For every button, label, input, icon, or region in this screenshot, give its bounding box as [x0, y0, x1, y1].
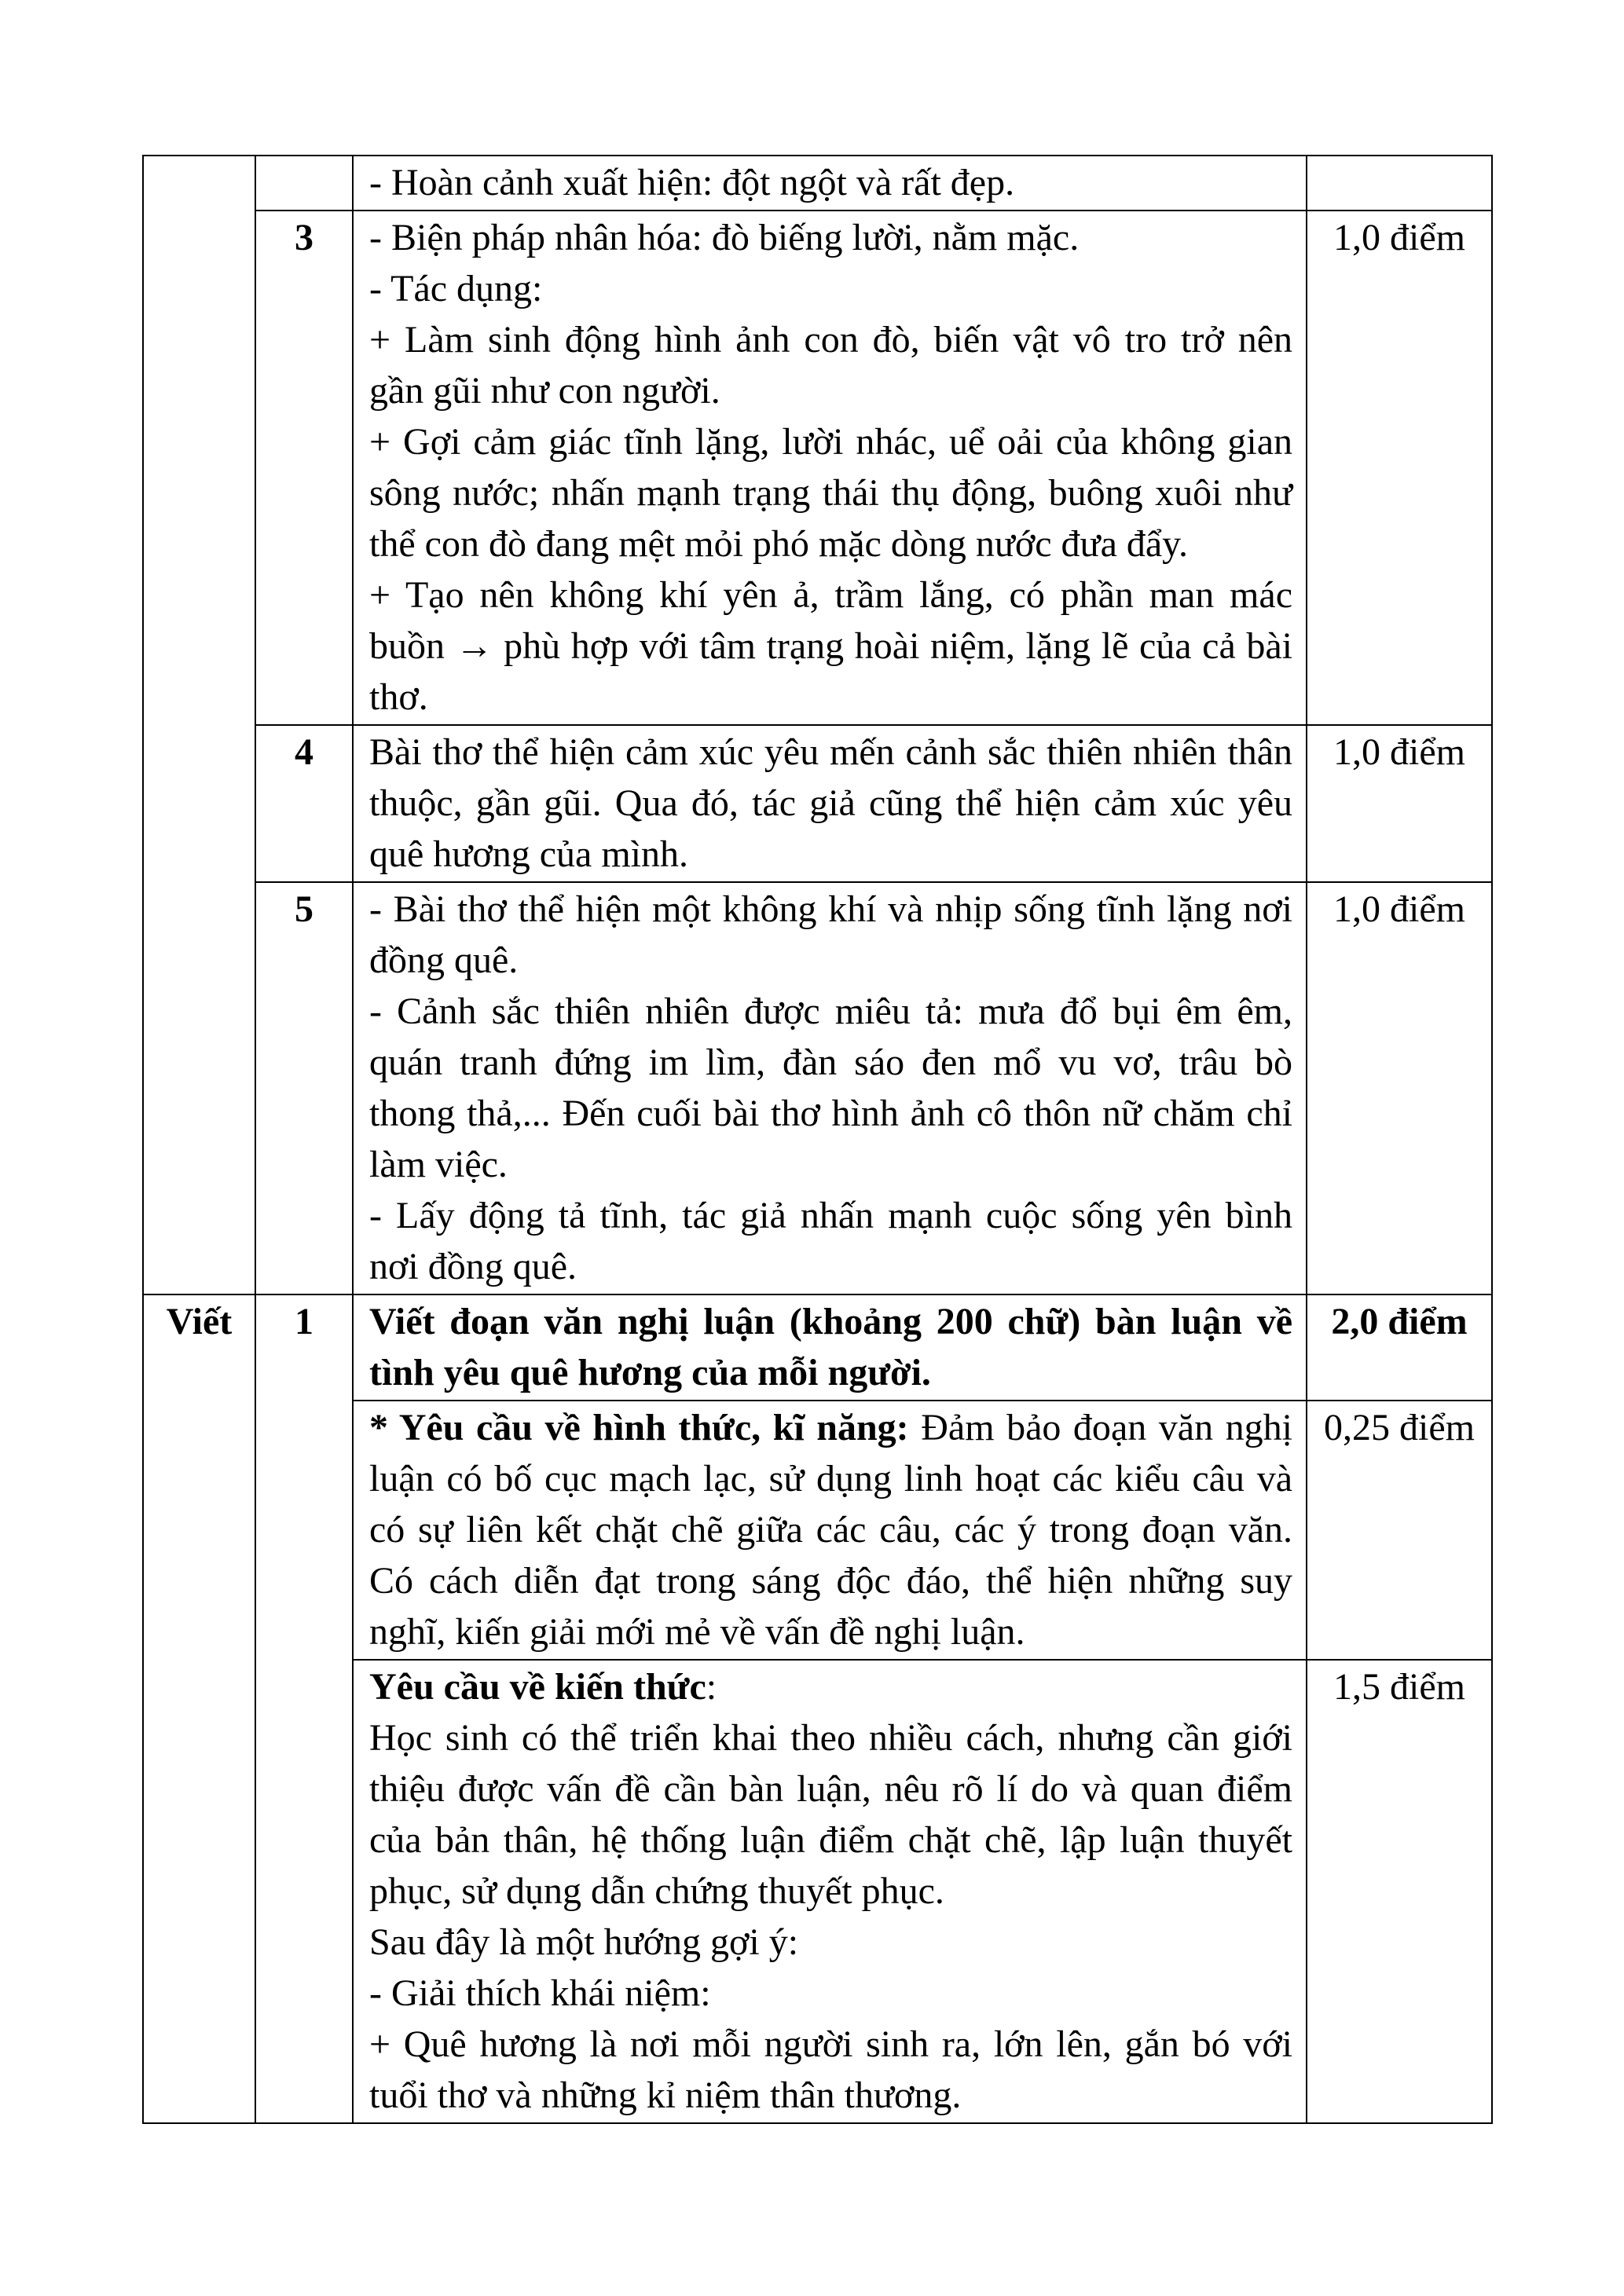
- score-cell: 1,0 điểm: [1307, 725, 1492, 882]
- answer-content: [353, 1294, 1307, 1401]
- text-line: [369, 157, 1292, 208]
- text-line: [369, 1296, 1292, 1347]
- answer-key-table: [142, 155, 1493, 2124]
- text-line: [369, 986, 1292, 1037]
- text: thơ.: [369, 676, 428, 718]
- text-line: [369, 1814, 1292, 1866]
- text-line: [369, 621, 1292, 672]
- text: + Tạo nên không khí yên ả, trầm lắng, có phần man mác: [369, 574, 1292, 616]
- text: + Gợi cảm giác tĩnh lặng, lười nhác, uể oải của không gian: [369, 421, 1292, 463]
- text: tuổi thơ và những kỉ niệm thân thương.: [369, 2074, 962, 2116]
- bold-text: Yêu cầu về kiến thức: [369, 1666, 706, 1708]
- text-line: [369, 2070, 1292, 2121]
- question-number: [255, 156, 353, 211]
- question-number: 5: [255, 882, 353, 1294]
- answer-content: [353, 882, 1307, 1294]
- text-line: [369, 1866, 1292, 1917]
- text-line: [369, 1555, 1292, 1606]
- text: gần gũi như con người.: [369, 370, 720, 412]
- text: của bản thân, hệ thống luận điểm chặt chẽ, lập luận thuyết: [369, 1819, 1292, 1861]
- text-line: [369, 829, 1292, 880]
- score-cell: 2,0 điểm: [1307, 1294, 1492, 1401]
- text-line: [369, 365, 1292, 416]
- text-line: [369, 1453, 1292, 1504]
- text-line: [369, 2019, 1292, 2070]
- text: Đảm bảo đoạn văn nghị: [908, 1407, 1292, 1448]
- answer-content: [353, 1401, 1307, 1660]
- text-line: [369, 569, 1292, 621]
- text: thiệu được vấn đề cần bàn luận, nêu rõ lí do và quan điểm: [369, 1768, 1292, 1810]
- text-line: [369, 1712, 1292, 1763]
- text: nơi đồng quê.: [369, 1246, 577, 1287]
- text-line: [369, 1661, 1292, 1712]
- text: Sau đây là một hướng gợi ý:: [369, 1921, 799, 1963]
- text: - Cảnh sắc thiên nhiên được miêu tả: mưa đổ bụi êm êm,: [369, 991, 1292, 1032]
- text-line: [369, 467, 1292, 518]
- table-row: [143, 1294, 1492, 1401]
- text: + Làm sinh động hình ảnh con đò, biến vật vô tro trở nên: [369, 319, 1292, 361]
- text: + Quê hương là nơi mỗi người sinh ra, lớn lên, gắn bó với: [369, 2023, 1292, 2065]
- text: làm việc.: [369, 1144, 508, 1185]
- text: :: [706, 1666, 717, 1708]
- score-cell: 1,5 điểm: [1307, 1660, 1492, 2123]
- question-number: 4: [255, 725, 353, 882]
- text-line: [369, 263, 1292, 314]
- section-cell-reading: [143, 156, 255, 1294]
- text: phục, sử dụng dẫn chứng thuyết phục.: [369, 1870, 944, 1912]
- table-row: [143, 882, 1492, 1294]
- text: - Hoàn cảnh xuất hiện: đột ngột và rất đẹp.: [369, 162, 1015, 203]
- text-line: [369, 314, 1292, 365]
- text-line: [369, 1968, 1292, 2019]
- text: nghĩ, kiến giải mới mẻ về vấn đề nghị luận.: [369, 1611, 1025, 1653]
- bold-text: Viết đoạn văn nghị luận (khoảng 200 chữ) bàn luận về: [369, 1301, 1292, 1342]
- text-line: [369, 1504, 1292, 1555]
- text-line: [369, 1139, 1292, 1190]
- text-line: [369, 518, 1292, 569]
- text: quê hương của mình.: [369, 833, 688, 875]
- text-line: [369, 935, 1292, 986]
- text: sông nước; nhấn mạnh trạng thái thụ động, buông xuôi như: [369, 472, 1292, 514]
- bold-text: * Yêu cầu về hình thức, kĩ năng:: [369, 1407, 909, 1448]
- text-line: [369, 1606, 1292, 1657]
- text: - Bài thơ thể hiện một không khí và nhịp sống tĩnh lặng nơi: [369, 888, 1292, 930]
- text-line: [369, 672, 1292, 723]
- text-line: [369, 416, 1292, 467]
- text-line: [369, 1917, 1292, 1968]
- text: luận có bố cục mạch lạc, sử dụng linh hoạt các kiểu câu và: [369, 1458, 1292, 1500]
- answer-content: [353, 211, 1307, 725]
- text-line: [369, 1037, 1292, 1088]
- score-cell: 1,0 điểm: [1307, 882, 1492, 1294]
- question-number: 3: [255, 211, 353, 725]
- text: có sự liên kết chặt chẽ giữa các câu, các ý trong đoạn văn.: [369, 1509, 1292, 1551]
- text: Học sinh có thể triển khai theo nhiều cách, nhưng cần giới: [369, 1717, 1292, 1759]
- text-line: [369, 1241, 1292, 1292]
- text: buồn → phù hợp với tâm trạng hoài niệm, lặng lẽ của cả bài: [369, 625, 1292, 667]
- text: Bài thơ thể hiện cảm xúc yêu mến cảnh sắc thiên nhiên thân: [369, 731, 1292, 773]
- text: thuộc, gần gũi. Qua đó, tác giả cũng thể hiện cảm xúc yêu: [369, 782, 1292, 824]
- table-row: [143, 156, 1492, 211]
- text: Có cách diễn đạt trong sáng độc đáo, thể hiện những suy: [369, 1560, 1292, 1602]
- section-cell-writing: Viết: [143, 1294, 255, 2123]
- text: đồng quê.: [369, 939, 519, 981]
- answer-content: [353, 156, 1307, 211]
- text-line: [369, 1402, 1292, 1453]
- question-number: 1: [255, 1294, 353, 2123]
- text: thể con đò đang mệt mỏi phó mặc dòng nước đưa đẩy.: [369, 523, 1189, 565]
- text-line: [369, 778, 1292, 829]
- text: - Biện pháp nhân hóa: đò biếng lười, nằm mặc.: [369, 217, 1080, 258]
- text-line: [369, 884, 1292, 935]
- score-cell: 1,0 điểm: [1307, 211, 1492, 725]
- text: thong thả,... Đến cuối bài thơ hình ảnh cô thôn nữ chăm chỉ: [369, 1093, 1292, 1134]
- text-line: [369, 1347, 1292, 1398]
- answer-content: [353, 725, 1307, 882]
- text-line: [369, 1088, 1292, 1139]
- table-row: [143, 725, 1492, 882]
- text-line: [369, 727, 1292, 778]
- text-line: [369, 212, 1292, 263]
- answer-content: [353, 1660, 1307, 2123]
- text-line: [369, 1763, 1292, 1814]
- score-cell: [1307, 156, 1492, 211]
- text: quán tranh đứng im lìm, đàn sáo đen mổ vu vơ, trâu bò: [369, 1042, 1292, 1083]
- text: - Lấy động tả tĩnh, tác giả nhấn mạnh cuộc sống yên bình: [369, 1195, 1292, 1236]
- text-line: [369, 1190, 1292, 1241]
- bold-text: tình yêu quê hương của mỗi người.: [369, 1352, 931, 1393]
- table-row: [143, 211, 1492, 725]
- score-cell: 0,25 điểm: [1307, 1401, 1492, 1660]
- text: - Giải thích khái niệm:: [369, 1972, 711, 2014]
- text: - Tác dụng:: [369, 268, 543, 309]
